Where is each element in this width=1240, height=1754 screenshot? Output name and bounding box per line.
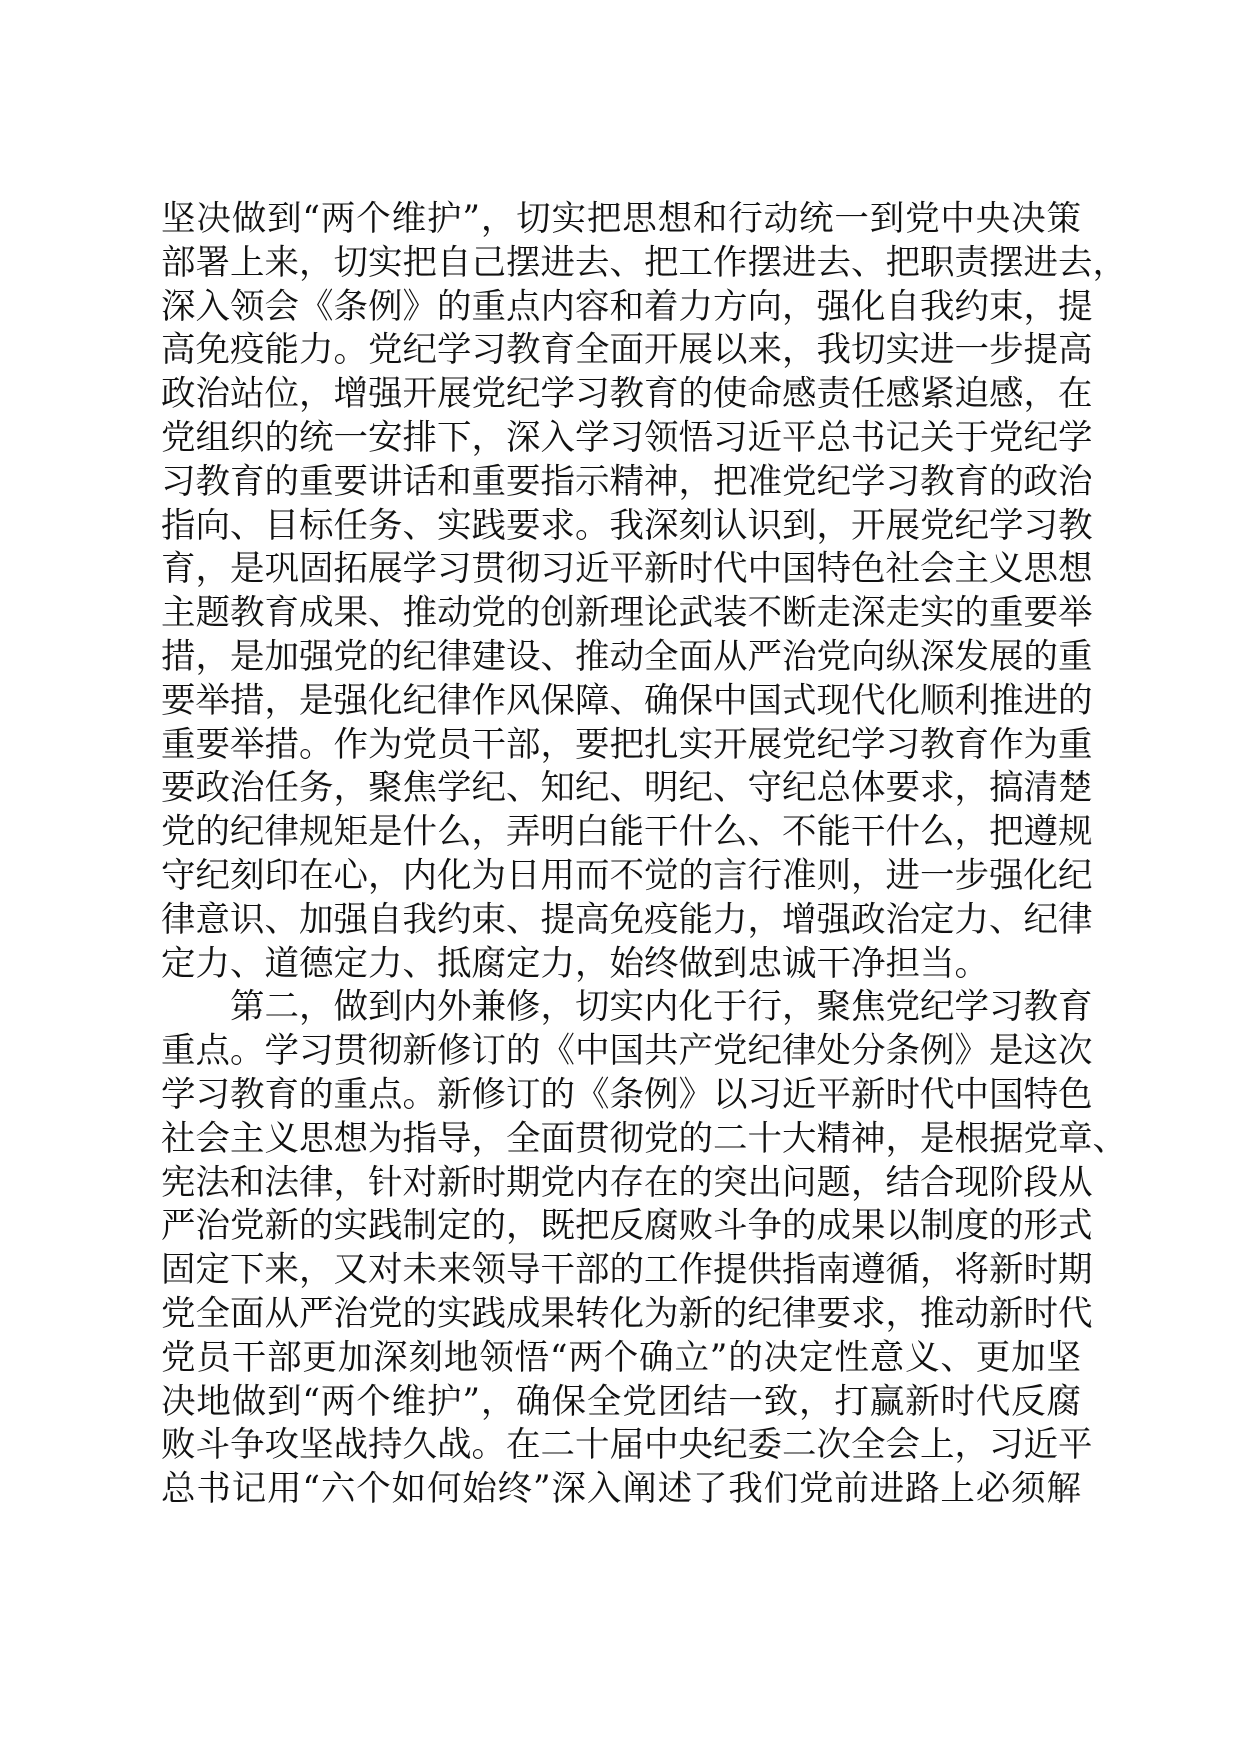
text-line: 重要举措。作为党员干部，要把扎实开展党纪学习教育作为重 [161, 724, 1093, 765]
text-line: 宪法和法律，针对新时期党内存在的突出问题，结合现阶段从 [161, 1162, 1093, 1203]
text-line: 坚决做到“两个维护”，切实把思想和行动统一到党中央决策 [161, 199, 1081, 239]
text-line: 决地做到“两个维护”，确保全党团结一致，打赢新时代反腐 [161, 1381, 1081, 1422]
paragraph-end-line: 定力、道德定力、抵腐定力，始终做到忠诚干净担当。 [161, 943, 989, 984]
text-line: 措，是加强党的纪律建设、推动全面从严治党向纵深发展的重 [161, 636, 1093, 677]
text-line: 育，是巩固拓展学习贯彻习近平新时代中国特色社会主义思想 [161, 549, 1093, 590]
text-line: 败斗争攻坚战持久战。在二十届中央纪委二次全会上，习近平 [161, 1425, 1093, 1466]
text-line: 主题教育成果、推动党的创新理论武装不断走深走实的重要举 [161, 593, 1093, 634]
text-line: 党的纪律规矩是什么，弄明白能干什么、不能干什么，把遵规 [161, 812, 1093, 853]
text-line: 社会主义思想为指导，全面贯彻党的二十大精神，是根据党章、 [161, 1118, 1127, 1159]
text-line: 深入领会《条例》的重点内容和着力方向，强化自我约束，提 [161, 286, 1093, 327]
text-line: 守纪刻印在心，内化为日用而不觉的言行准则，进一步强化纪 [161, 855, 1093, 896]
text-line: 高免疫能力。党纪学习教育全面开展以来，我切实进一步提高 [161, 330, 1093, 371]
text-line: 固定下来，又对未来领导干部的工作提供指南遵循，将新时期 [161, 1250, 1093, 1291]
text-line: 党员干部更加深刻地领悟“两个确立”的决定性意义、更加坚 [161, 1337, 1081, 1378]
text-line: 严治党新的实践制定的，既把反腐败斗争的成果以制度的形式 [161, 1206, 1093, 1247]
text-line: 指向、目标任务、实践要求。我深刻认识到，开展党纪学习教 [161, 505, 1093, 546]
text-line: 要举措，是强化纪律作风保障、确保中国式现代化顺利推进的 [161, 680, 1093, 721]
text-line: 习教育的重要讲话和重要指示精神，把准党纪学习教育的政治 [161, 461, 1093, 502]
text-line: 重点。学习贯彻新修订的《中国共产党纪律处分条例》是这次 [161, 1031, 1093, 1072]
text-line: 律意识、加强自我约束、提高免疫能力，增强政治定力、纪律 [161, 899, 1093, 940]
text-line: 要政治任务，聚焦学纪、知纪、明纪、守纪总体要求，搞清楚 [161, 768, 1093, 809]
paragraph-start-line: 第二，做到内外兼修，切实内化于行，聚焦党纪学习教育 [230, 987, 1093, 1028]
text-line: 党全面从严治党的实践成果转化为新的纪律要求，推动新时代 [161, 1293, 1093, 1334]
text-line: 总书记用“六个如何始终”深入阐述了我们党前进路上必须解 [161, 1469, 1081, 1510]
text-line: 政治站位，增强开展党纪学习教育的使命感责任感紧迫感，在 [161, 374, 1093, 415]
text-line: 学习教育的重点。新修订的《条例》以习近平新时代中国特色 [161, 1074, 1093, 1115]
text-line: 部署上来，切实把自己摆进去、把工作摆进去、把职责摆进去， [161, 242, 1127, 283]
text-line: 党组织的统一安排下，深入学习领悟习近平总书记关于党纪学 [161, 417, 1093, 458]
body-text [161, 198, 1127, 1512]
